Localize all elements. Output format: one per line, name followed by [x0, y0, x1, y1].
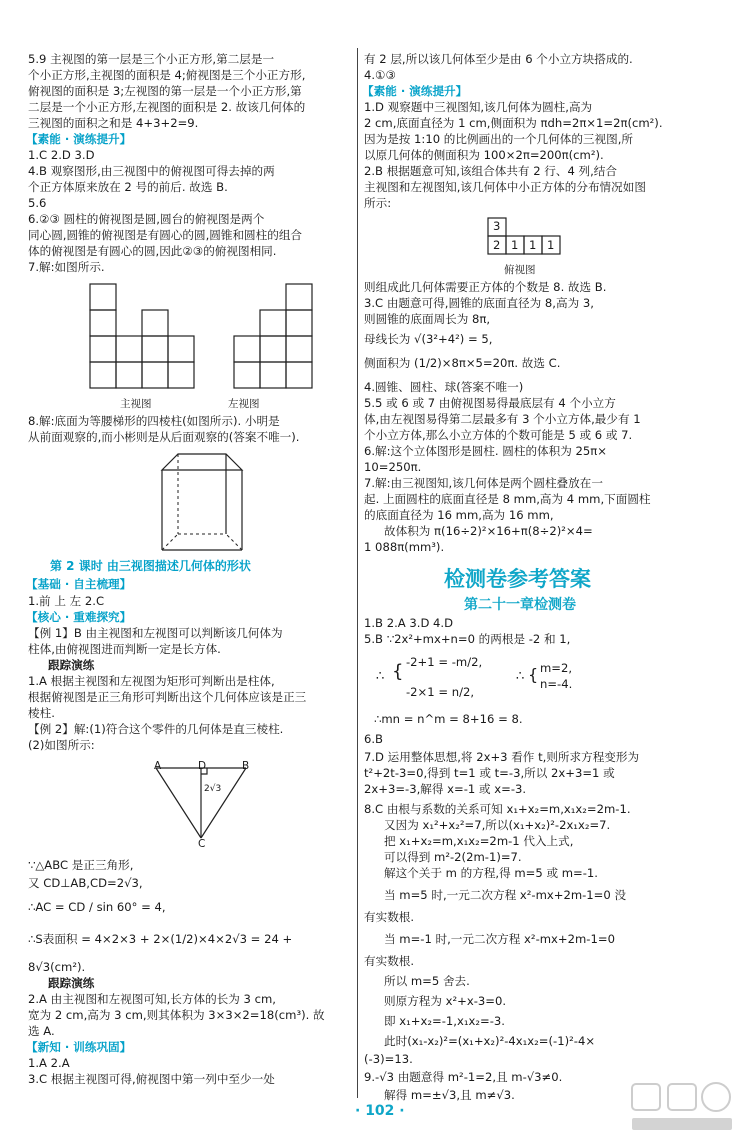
text-line: 8.解:底面为等腰梯形的四棱柱(如图所示). 小明是 [28, 414, 280, 428]
section-heading: 【新知 · 训练巩固】 [26, 1040, 132, 1054]
section-heading: 【基础 · 自主梳理】 [26, 577, 132, 591]
text-line: 个小立方体,那么小立方体的个数可能是 5 或 6 或 7. [364, 428, 633, 442]
text-line: 因为是按 1:10 的比例画出的一个几何体的三视图,所 [364, 132, 633, 146]
text-line: 所示: [364, 196, 392, 210]
text-line: 选 A. [28, 1024, 55, 1038]
text-line: 起. 上面圆柱的底面直径是 8 mm,高为 4 mm,下面圆柱 [364, 492, 651, 506]
label-b: B [242, 760, 250, 772]
text-line: 7.解:如图所示. [28, 260, 105, 274]
text-line: 3.C 根据主视图可得,俯视图中第一列中至少一处 [28, 1072, 275, 1086]
text-line: 1.A 2.A [28, 1056, 70, 1070]
text-line: 8√3(cm²). [28, 960, 86, 974]
text-line: 7.解:由三视图知,该几何体是两个圆柱叠放在一 [364, 476, 603, 490]
text-line: 2.B 根据题意可知,该组合体共有 2 行、4 列,结合 [364, 164, 617, 178]
text-line: 1.B 2.A 3.D 4.D [364, 616, 454, 630]
text-line: 2x+3=-3,解得 x=-1 或 x=-3. [364, 782, 527, 796]
text-line: 6.②③ 圆柱的俯视图是圆,圆台的俯视图是两个 [28, 212, 265, 226]
grid-cell: 1 [511, 238, 519, 252]
text-line: 则组成此几何体需要正方体的个数是 8. 故选 B. [364, 280, 607, 294]
text-line: 此时(x₁-x₂)²=(x₁+x₂)²-4x₁x₂=(-1)²-4× [384, 1034, 596, 1048]
text-line: (-3)=13. [364, 1052, 413, 1066]
text-line: (2)如图所示: [28, 738, 95, 752]
text-line: 1.D 观察题中三视图知,该几何体为圆柱,高为 [364, 100, 593, 114]
chapter-title: 第二十一章检测卷 [464, 597, 576, 613]
therefore-symbol: ∴ [516, 669, 525, 684]
trapezoid-prism-figure [160, 452, 250, 552]
text-line: 个小正方形,主视图的面积是 4;俯视图是三个小正方形, [28, 68, 306, 82]
label-length: 2√3 [204, 784, 222, 794]
text-line: 【例 1】B 由主视图和左视图可以判断该几何体为 [28, 626, 283, 640]
practice-heading: 跟踪演练 [48, 658, 95, 672]
text-line: 5.6 [28, 196, 47, 210]
text-line: 当 m=-1 时,一元二次方程 x²-mx+2m-1=0 [384, 932, 615, 946]
equation-line: -2+1 = -m/2, [406, 655, 483, 669]
text-line: 5.9 主视图的第一层是三个小正方形,第二层是一 [28, 52, 275, 66]
watermark-logo [628, 1080, 738, 1136]
caption-front-view: 主视图 [120, 398, 152, 410]
text-line: 4.B 观察图形,由三视图中的俯视图可得去掉的两 [28, 164, 275, 178]
equation-line: -2×1 = n/2, [406, 685, 475, 699]
text-line: 把 x₁+x₂=m,x₁x₂=2m-1 代入上式, [384, 834, 574, 848]
text-line: 从前面观察的,而小彬则是从后面观察的(答案不唯一). [28, 430, 300, 444]
text-line: 可以得到 m²-2(2m-1)=7. [384, 850, 522, 864]
text-line: 1.A 根据主视图和左视图为矩形可判断出是柱体, [28, 674, 275, 688]
text-line: 6.B [364, 732, 384, 746]
text-line: 柱体,由俯视图进而判断一定是长方体. [28, 642, 221, 656]
text-line: 10=250π. [364, 460, 422, 474]
text-line: 俯视图的面积是 3;左视图的第一层是一个小正方形,第 [28, 84, 302, 98]
text-line: 棱柱. [28, 706, 55, 720]
text-line: 又 CD⊥AB,CD=2√3, [28, 876, 143, 890]
text-line: 5.5 或 6 或 7 由俯视图易得最底层有 4 个小立方 [364, 396, 616, 410]
text-line: ∵△ABC 是正三角形, [28, 858, 134, 872]
text-line: 三视图的面积之和是 4+3+2=9. [28, 116, 199, 130]
equation-line: n=-4. [540, 677, 573, 691]
caption-top-view: 俯视图 [504, 264, 536, 276]
column-divider [357, 48, 358, 1098]
section-heading: 【素能 · 演练提升】 [362, 84, 468, 98]
grid-cell: 2 [493, 238, 501, 252]
text-line: 故体积为 π(16÷2)²×16+π(8÷2)²×4= [384, 524, 593, 538]
text-line: 当 m=5 时,一元二次方程 x²-mx+2m-1=0 没 [384, 888, 627, 902]
page-number: · 102 · [355, 1103, 405, 1119]
text-line: 二层是一个小正方形,左视图的面积是 2. 故该几何体的 [28, 100, 306, 114]
text-line: 的底面直径为 16 mm,高为 16 mm, [364, 508, 554, 522]
label-a: A [154, 760, 162, 772]
text-line: 6.解:这个立体图形是圆柱. 圆柱的体积为 25π× [364, 444, 607, 458]
front-left-view-figure [88, 282, 338, 394]
text-line: 【例 2】解:(1)符合这个零件的几何体是直三棱柱. [28, 722, 284, 736]
text-line: 同心圆,圆锥的俯视图是有圆心的圆,圆锥和圆柱的组合 [28, 228, 303, 242]
text-line: 主视图和左视图知,该几何体中小正方体的分布情况如图 [364, 180, 646, 194]
text-line: 2 cm,底面直径为 1 cm,侧面积为 πdh=2π×1=2π(cm²). [364, 116, 663, 130]
text-line: ∴mn = n^m = 8+16 = 8. [374, 712, 523, 726]
text-line: 3.C 由题意可得,圆锥的底面直径为 8,高为 3, [364, 296, 594, 310]
text-line: 1 088π(mm³). [364, 540, 445, 554]
text-line: 4.圆锥、圆柱、球(答案不唯一) [364, 380, 524, 394]
text-line: ∴S表面积 = 4×2×3 + 2×(1/2)×4×2√3 = 24 + [28, 932, 293, 946]
text-line: 宽为 2 cm,高为 3 cm,则其体积为 3×3×2=18(cm³). 故 [28, 1008, 325, 1022]
text-line: 有实数根. [364, 954, 415, 968]
grid-cell: 1 [529, 238, 537, 252]
text-line: 侧面积为 (1/2)×8π×5=20π. 故选 C. [364, 356, 561, 370]
text-line: 1.前 上 左 2.C [28, 594, 105, 608]
label-d: D [198, 760, 207, 772]
text-line: 有实数根. [364, 910, 415, 924]
text-line: 解这个关于 m 的方程,得 m=5 或 m=-1. [384, 866, 598, 880]
text-line: 体,由左视图易得第二层最多有 3 个小立方体,最少有 1 [364, 412, 641, 426]
grid-cell: 3 [493, 219, 501, 233]
text-line: 8.C 由根与系数的关系可知 x₁+x₂=m,x₁x₂=2m-1. [364, 802, 631, 816]
text-line: 9.-√3 由题意得 m²-1=2,且 m-√3≠0. [364, 1070, 563, 1084]
text-line: 1.C 2.D 3.D [28, 148, 95, 162]
lesson-title: 第 2 课时 由三视图描述几何体的形状 [50, 559, 251, 573]
text-line: 有 2 层,所以该几何体至少是由 6 个小立方块搭成的. [364, 52, 633, 66]
label-c: C [198, 838, 206, 850]
section-heading: 【核心 · 重难探究】 [26, 610, 132, 624]
text-line: 根据俯视图是正三角形可判断出这个几何体应该是正三 [28, 690, 307, 704]
brace: { [392, 661, 404, 682]
text-line: 则圆锥的底面周长为 8π, [364, 312, 491, 326]
text-line: 所以 m=5 舍去. [384, 974, 470, 988]
text-line: 即 x₁+x₂=-1,x₁x₂=-3. [384, 1014, 505, 1028]
text-line: 则原方程为 x²+x-3=0. [384, 994, 507, 1008]
text-line: t²+2t-3=0,得到 t=1 或 t=-3,所以 2x+3=1 或 [364, 766, 615, 780]
text-line: 5.B ∵2x²+mx+n=0 的两根是 -2 和 1, [364, 632, 571, 646]
text-line: 以原几何体的侧面积为 100×2π=200π(cm²). [364, 148, 604, 162]
text-line: 7.D 运用整体思想,将 2x+3 看作 t,则所求方程变形为 [364, 750, 640, 764]
equation-line: m=2, [540, 661, 573, 675]
therefore-symbol: ∴ [376, 669, 385, 684]
text-line: 又因为 x₁²+x₂²=7,所以(x₁+x₂)²-2x₁x₂=7. [384, 818, 611, 832]
text-line: 母线长为 √(3²+4²) = 5, [364, 332, 493, 346]
text-line: 4.①③ [364, 68, 396, 82]
text-line: 体的俯视图是有圆心的圆,因此②③的俯视图相同. [28, 244, 277, 258]
brace: { [528, 665, 539, 684]
text-line: 个正方体原来放在 2 号的前后. 故选 B. [28, 180, 228, 194]
caption-left-view: 左视图 [228, 398, 260, 410]
practice-heading: 跟踪演练 [48, 976, 95, 990]
text-line: ∴AC = CD / sin 60° = 4, [28, 900, 166, 914]
text-line: 2.A 由主视图和左视图可知,长方体的长为 3 cm, [28, 992, 276, 1006]
text-line: 解得 m=±√3,且 m≠√3. [384, 1088, 515, 1102]
section-heading: 【素能 · 演练提升】 [26, 132, 132, 146]
grid-cell: 1 [547, 238, 555, 252]
answer-key-title: 检测卷参考答案 [444, 567, 591, 591]
